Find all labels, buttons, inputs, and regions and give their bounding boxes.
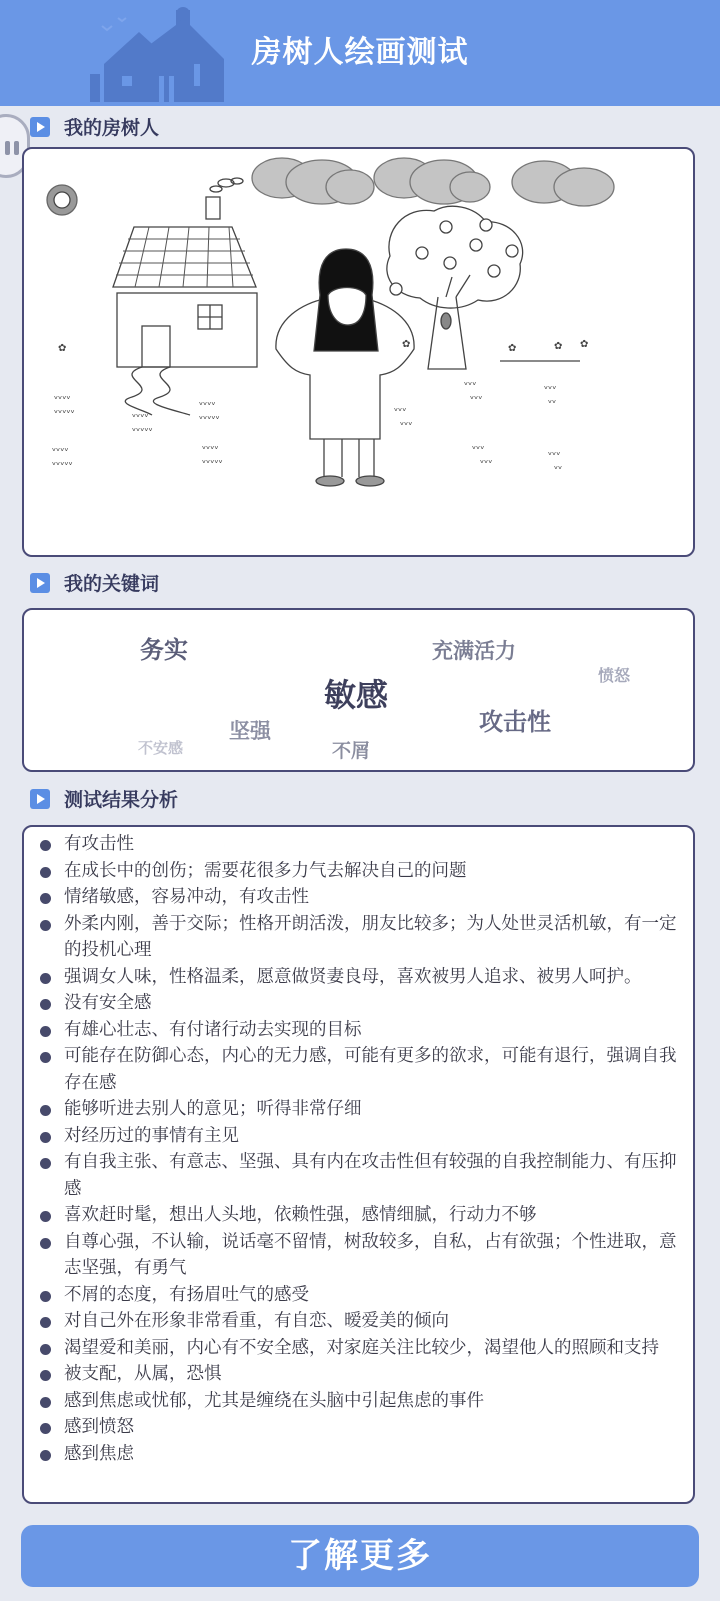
result-item: 被支配，从属，恐惧 <box>64 1361 683 1388</box>
svg-text:ᵥᵥᵥᵥ: ᵥᵥᵥᵥ <box>54 391 71 402</box>
svg-text:ᵥᵥᵥᵥ: ᵥᵥᵥᵥ <box>52 443 69 454</box>
header-bar <box>0 0 720 106</box>
result-item: 有雄心壮志、有付诸行动去实现的目标 <box>64 1017 683 1044</box>
svg-text:ᵥᵥᵥᵥᵥ: ᵥᵥᵥᵥᵥ <box>202 455 223 466</box>
svg-text:ᵥᵥᵥᵥᵥ: ᵥᵥᵥᵥᵥ <box>132 423 153 434</box>
svg-text:ᵥᵥᵥᵥᵥ: ᵥᵥᵥᵥᵥ <box>199 411 220 422</box>
result-item: 感到焦虑 <box>64 1441 683 1468</box>
svg-text:ᵥᵥᵥᵥᵥ: ᵥᵥᵥᵥᵥ <box>54 405 75 416</box>
svg-text:ᵥᵥ: ᵥᵥ <box>554 461 563 472</box>
result-item: 对经历过的事情有主见 <box>64 1123 683 1150</box>
play-icon <box>30 789 50 809</box>
analysis-card <box>22 825 695 1504</box>
section-title-analysis: 测试结果分析 <box>30 788 178 812</box>
keyword-tag: 敏感 <box>324 676 389 714</box>
house-tree-person-drawing <box>24 149 693 555</box>
keyword-tag: 充满活力 <box>432 639 516 663</box>
result-item: 强调女人味，性格温柔，愿意做贤妻良母，喜欢被男人追求、被男人呵护。 <box>64 964 683 991</box>
sun-icon <box>47 185 77 215</box>
result-item: 渴望爱和美丽，内心有不安全感，对家庭关注比较少，渴望他人的照顾和支持 <box>64 1335 683 1362</box>
keyword-tag: 不屑 <box>332 740 371 762</box>
svg-text:ᵥᵥ: ᵥᵥ <box>548 395 557 406</box>
result-item: 对自己外在形象非常看重，有自恋、暧爱美的倾向 <box>64 1308 683 1335</box>
result-item: 外柔内刚，善于交际；性格开朗活泼，朋友比较多；为人处世灵活机敏，有一定的投机心理 <box>64 911 683 964</box>
svg-text:✿: ✿ <box>58 343 67 354</box>
result-item: 喜欢赶时髦，想出人头地，依赖性强，感情细腻，行动力不够 <box>64 1202 683 1229</box>
svg-text:✿: ✿ <box>554 341 563 352</box>
svg-text:✿: ✿ <box>580 339 589 350</box>
result-item: 有自我主张、有意志、坚强、具有内在攻击性但有较强的自我控制能力、有压抑感 <box>64 1149 683 1202</box>
result-item: 没有安全感 <box>64 990 683 1017</box>
play-icon <box>30 117 50 137</box>
svg-text:ᵥᵥᵥᵥ: ᵥᵥᵥᵥ <box>199 397 216 408</box>
result-item: 自尊心强，不认输，说话毫不留情，树敌较多，自私，占有欲强；个性进取，意志坚强，有勇气 <box>64 1229 683 1282</box>
svg-text:ᵥᵥᵥ: ᵥᵥᵥ <box>472 441 485 452</box>
svg-text:✿: ✿ <box>402 339 411 350</box>
result-item: 在成长中的创伤；需要花很多力气去解决自己的问题 <box>64 858 683 885</box>
svg-text:ᵥᵥᵥ: ᵥᵥᵥ <box>464 377 477 388</box>
result-item: 感到愤怒 <box>64 1414 683 1441</box>
result-item: 可能存在防御心态，内心的无力感，可能有更多的欲求，可能有退行，强调自我存在感 <box>64 1043 683 1096</box>
svg-text:ᵥᵥᵥ: ᵥᵥᵥ <box>548 447 561 458</box>
result-item: 不屑的态度，有扬眉吐气的感受 <box>64 1282 683 1309</box>
svg-text:ᵥᵥᵥ: ᵥᵥᵥ <box>470 391 483 402</box>
page-title: 房树人绘画测试 <box>251 35 469 70</box>
svg-text:ᵥᵥᵥ: ᵥᵥᵥ <box>544 381 557 392</box>
keywords-card <box>22 608 695 772</box>
keyword-tag: 务实 <box>140 636 188 664</box>
keyword-tag: 不安感 <box>138 739 184 757</box>
result-item: 感到焦虑或忧郁，尤其是缠绕在头脑中引起焦虑的事件 <box>64 1388 683 1415</box>
result-list <box>24 827 693 1467</box>
result-item: 情绪敏感，容易冲动，有攻击性 <box>64 884 683 911</box>
drawing-card <box>22 147 695 557</box>
svg-text:ᵥᵥᵥᵥ: ᵥᵥᵥᵥ <box>132 409 149 420</box>
svg-text:✿: ✿ <box>508 343 517 354</box>
svg-text:ᵥᵥᵥᵥ: ᵥᵥᵥᵥ <box>202 441 219 452</box>
svg-text:ᵥᵥᵥ: ᵥᵥᵥ <box>394 403 407 414</box>
section-title-keywords: 我的关键词 <box>30 572 159 596</box>
learn-more-button[interactable]: 了解更多 <box>21 1525 699 1587</box>
result-item: 有攻击性 <box>64 831 683 858</box>
svg-text:ᵥᵥᵥ: ᵥᵥᵥ <box>400 417 413 428</box>
play-icon <box>30 573 50 593</box>
result-item: 能够听进去别人的意见；听得非常仔细 <box>64 1096 683 1123</box>
svg-text:ᵥᵥᵥᵥᵥ: ᵥᵥᵥᵥᵥ <box>52 457 73 468</box>
keyword-tag: 愤怒 <box>598 666 631 685</box>
section-title-drawing: 我的房树人 <box>30 116 159 140</box>
svg-text:ᵥᵥᵥ: ᵥᵥᵥ <box>480 455 493 466</box>
keyword-tag: 攻击性 <box>479 708 551 736</box>
keyword-tag: 坚强 <box>229 719 271 743</box>
